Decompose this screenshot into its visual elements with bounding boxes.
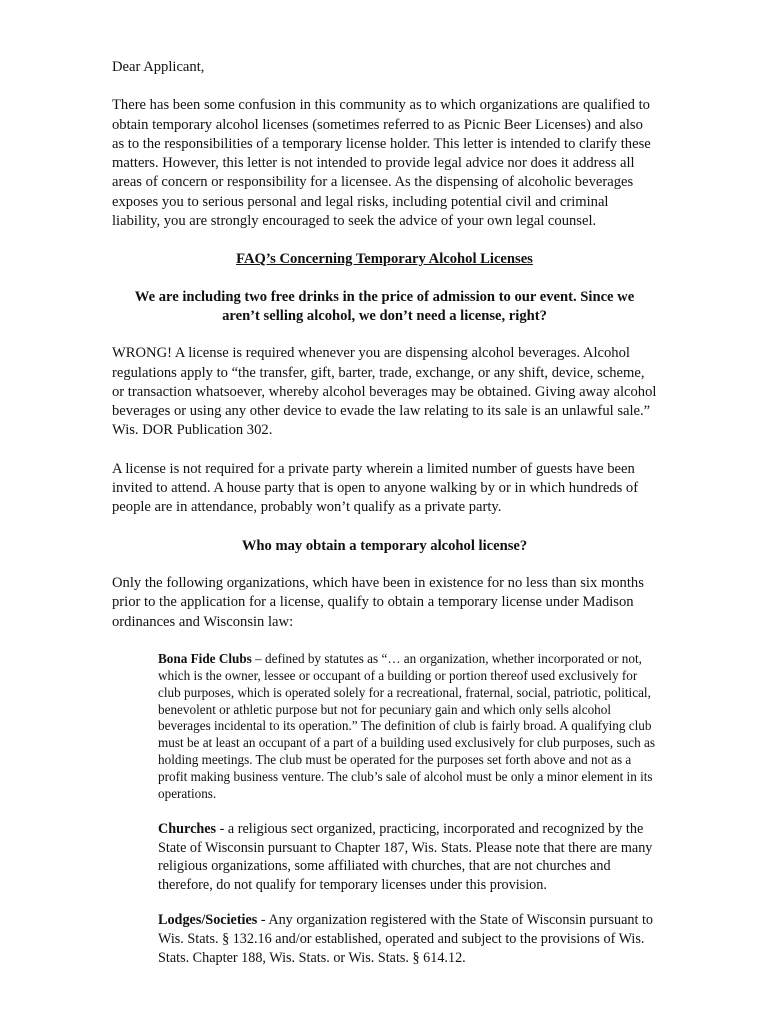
list-item-bona-fide-clubs [158, 651, 658, 803]
term-label: Bona Fide Clubs [158, 650, 252, 666]
letter-page [112, 58, 657, 984]
list-item-text [158, 820, 658, 894]
salutation: Dear Applicant, [112, 59, 205, 75]
list-item-text [158, 911, 658, 967]
answer-private-party: A license is not required for a private party wherein a limited number of guests have been invited to attend. A house party that is open to anyone walking by or in which hundreds of people are in attendance, probably won’t qualify as a private party. [112, 460, 639, 516]
qualifying-organizations-list [158, 651, 658, 967]
faq-title: FAQ’s Concerning Temporary Alcohol Licenses [236, 251, 533, 268]
intro-paragraph: There has been some confusion in this community as to which organizations are qualified to obtain temporary alcohol licenses (sometimes referred to as Picnic Beer Licenses) and also as to the responsibilities of a temporary license holder. This letter is intended to clarify these matters. However, this letter is not intended to provide legal advice nor does it address all areas of concern or responsibility for a licensee. As the dispensing of alcoholic beverages exposes you to serious personal and legal risks, including potential civil and criminal liability, you are strongly encouraged to seek the advice of your own legal counsel. [112, 97, 651, 230]
list-item-text [158, 651, 658, 803]
list-item-churches [158, 820, 658, 894]
list-item-lodges-societies [158, 911, 658, 967]
term-label: Lodges/Societies [158, 912, 258, 929]
question-free-drinks: We are including two free drinks in the price of admission to our event. Since we aren’t selling alcohol, we don’t need a license, right? [134, 288, 635, 324]
question-who-may-obtain: Who may obtain a temporary alcohol license? [241, 537, 528, 554]
term-definition: – defined by statutes as “… an organization, whether incorporated or not, which is the owner, lessee or occupant of a building or portion thereof used exclusively for club purposes, which is operated solely for a recreational, fraternal, social, patriotic, political, benevolent or athletic purpose but not for pecuniary gain and which only sells alcohol beverages incidental to its operation.” The definition of club is fairly broad. A qualifying club must be at least an occupant of a part of a building used exclusively for club purposes, such as holding meetings. The club must be operated for the purposes set forth above and not as a profit making business venture. The club’s sale of alcohol must be only a minor element in its operations. [158, 650, 655, 802]
answer-qualifying-intro: Only the following organizations, which have been in existence for no less than six months prior to the application for a license, qualify to obtain a temporary license under Madison ordinances and Wisconsin law: [112, 574, 644, 630]
term-definition: - a religious sect organized, practicing, incorporated and recognized by the State of Wisconsin pursuant to Chapter 187, Wis. Stats. Please note that there are many religious organizations, some affiliated with churches, that are not churches and therefore, do not qualify for temporary licenses under this provision. [158, 820, 653, 893]
term-label: Churches [158, 820, 217, 837]
term-definition: - Any organization registered with the State of Wisconsin pursuant to Wis. Stats. § 132.16 and/or established, operated and subject to the provisions of Wis. Stats. Chapter 188, Wis. Stats. or Wis. Stats. § 614.12. [158, 912, 653, 966]
answer-free-drinks: WRONG! A license is required whenever you are dispensing alcohol beverages. Alcohol regulations apply to “the transfer, gift, barter, trade, exchange, or any shift, device, scheme, or transaction whatsoever, whereby alcohol beverages may be obtained. Giving away alcohol beverages or using any other device to evade the law relating to its sale is an unlawful sale.” Wis. DOR Publication 302. [112, 345, 657, 439]
